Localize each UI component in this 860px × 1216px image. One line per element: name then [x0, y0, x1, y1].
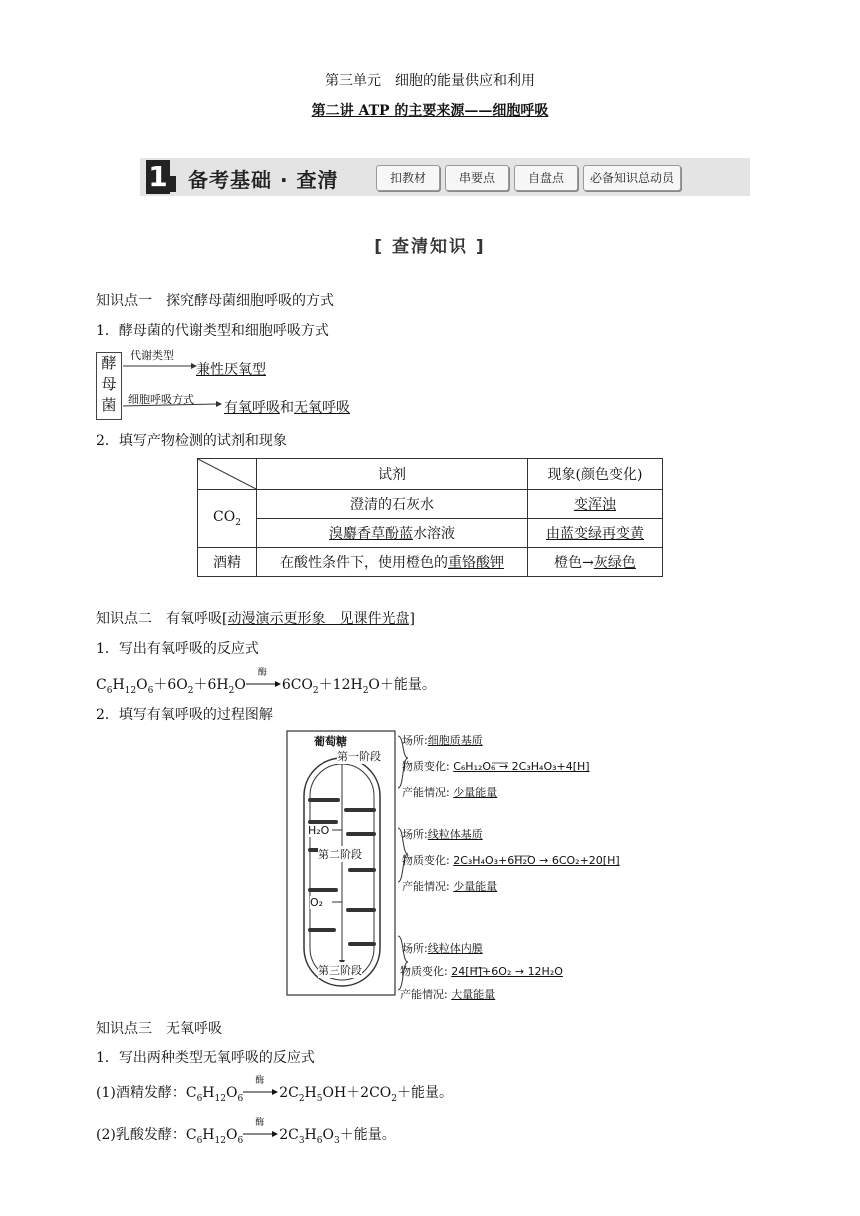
energy-text: ＋能量。	[339, 1127, 396, 1143]
kp2-title	[96, 608, 415, 628]
aerobic-text: 有氧呼吸	[224, 400, 280, 416]
table-cell-alcohol: 酒精	[198, 548, 257, 577]
banner-title: 备考基础 · 查清	[188, 168, 339, 192]
btb-text: 溴麝香草酚蓝	[329, 526, 413, 542]
arrow-icon	[246, 677, 282, 691]
s1-change-value: C₆H₁₂O₆ → 2C₃H₄O₃+4[H]	[453, 760, 590, 773]
table-row	[198, 459, 663, 490]
s2-change	[402, 852, 620, 868]
table-row	[198, 490, 663, 519]
s1-energy-value: 少量能量	[453, 786, 498, 799]
kp1-item1: 1．酵母菌的代谢类型和细胞呼吸方式	[96, 323, 329, 339]
s2-place-value: 线粒体基质	[427, 828, 483, 841]
alcohol-label: (1)酒精发酵：	[96, 1085, 186, 1101]
yeast-char-1: 酵	[101, 354, 117, 372]
table-cell-color-change	[528, 519, 663, 548]
detection-table	[197, 458, 663, 577]
kp2-item2: 2．填写有氧呼吸的过程图解	[96, 707, 273, 723]
banner-button-textbook[interactable]: 扣教材	[376, 165, 440, 191]
stage3-label: 第三阶段	[318, 964, 362, 977]
yeast-box	[96, 352, 122, 420]
table-cell-dichromate	[257, 548, 528, 577]
s1-change	[402, 758, 590, 774]
s1-energy-label: 产能情况:	[402, 786, 450, 799]
s3-energy-value: 大量能量	[451, 988, 496, 1001]
banner-number: 1	[146, 160, 170, 194]
unit-title: 第三单元 细胞的能量供应和利用	[325, 73, 535, 89]
lactic-fermentation-equation: (2)乳酸发酵：$C_6H_{12}O_6$ 酶 $2C_3H_6O_3+$能量。	[96, 1124, 396, 1146]
metabolism-label: 代谢类型	[130, 349, 174, 362]
s2-energy	[402, 878, 497, 894]
glucose-label: 葡萄糖	[314, 735, 347, 748]
s1-place-label: 场所:	[402, 734, 428, 747]
s3-place	[402, 940, 483, 956]
banner-button-essentials[interactable]: 必备知识总动员	[583, 165, 681, 191]
lecture-title-text: 第二讲 ATP 的主要来源——细胞呼吸	[311, 103, 549, 119]
section-heading: [ 查清知识 ]	[374, 237, 486, 257]
s2-place	[402, 826, 483, 842]
lecture-title	[0, 100, 860, 120]
table-cell-limewater: 澄清的石灰水	[257, 490, 528, 519]
table-cell-co2	[198, 490, 257, 548]
enzyme-label: 酶	[257, 668, 267, 678]
respiration-value	[224, 397, 350, 417]
s3-energy-label: 产能情况:	[400, 988, 448, 1001]
s1-place-value: 细胞质基质	[427, 734, 483, 747]
table-cell-btb	[257, 519, 528, 548]
orange-text: 橙色	[554, 555, 583, 571]
co2-sub: 2	[235, 517, 241, 528]
s2-change-label: 物质变化:	[402, 854, 450, 867]
table-row	[198, 548, 663, 577]
enzyme-arrow	[246, 668, 282, 689]
yeast-char-3: 菌	[101, 396, 117, 414]
table-cell-turbid	[528, 490, 663, 519]
s2-energy-label: 产能情况:	[402, 880, 450, 893]
respiration-label: 细胞呼吸方式	[128, 393, 194, 406]
stage1-label: 第一阶段	[337, 750, 381, 763]
kp1-title: 知识点一 探究酵母菌细胞呼吸的方式	[96, 293, 334, 309]
arrow-icon	[243, 1127, 279, 1141]
s3-energy	[400, 986, 495, 1002]
co2-text: CO	[213, 509, 236, 526]
s3-change-value: 24[H]+6O₂ → 12H₂O	[451, 965, 563, 978]
metabolism-value	[196, 359, 266, 379]
table-cell-grey-green: 橙色→灰绿色	[528, 548, 663, 577]
s2-place-label: 场所:	[402, 828, 428, 841]
banner-button-keypoints[interactable]: 串要点	[445, 165, 509, 191]
s2-change-value: 2C₃H₄O₃+6H₂O → 6CO₂+20[H]	[453, 854, 620, 867]
kp1-item2: 2．填写产物检测的试剂和现象	[96, 433, 287, 449]
kp2-title-text: 知识点二 有氧呼吸	[96, 611, 222, 627]
yeast-char-2: 母	[101, 375, 117, 393]
energy-text: ＋能量。	[397, 1085, 454, 1101]
btb-rest: 水溶液	[413, 526, 455, 542]
enzyme-arrow	[243, 1076, 279, 1097]
metabolism-value-text: 兼性厌氧型	[196, 362, 266, 378]
color-change-text: 由蓝变绿再变黄	[546, 526, 644, 542]
stage2-label: 第二阶段	[318, 848, 362, 861]
kp3-item1: 1．写出两种类型无氧呼吸的反应式	[96, 1050, 315, 1066]
enzyme-arrow	[243, 1118, 279, 1139]
s3-place-label: 场所:	[402, 942, 428, 955]
aerobic-equation: $C_6H_{12}O_6+6O_2+6H_2O$ 酶 $6CO_2+12H_2O+$能量。	[96, 674, 436, 696]
banner-button-selfcheck[interactable]: 自盘点	[514, 165, 578, 191]
lactic-label: (2)乳酸发酵：	[96, 1127, 186, 1143]
s2-energy-value: 少量能量	[453, 880, 498, 893]
s1-energy	[402, 784, 497, 800]
section-banner	[140, 158, 750, 196]
and-text: 和	[280, 400, 294, 416]
anaerobic-text: 无氧呼吸	[294, 400, 350, 416]
s1-change-label: 物质变化:	[402, 760, 450, 773]
s3-change	[400, 963, 563, 979]
energy-text: ＋能量。	[379, 677, 436, 693]
corner-diagonal	[198, 459, 256, 489]
table-header-reagent: 试剂	[257, 459, 528, 490]
dichromate-text: 重铬酸钾	[448, 555, 504, 571]
grey-green-text: 灰绿色	[593, 555, 636, 571]
kp2-title-note: [动漫演示更形象 见课件光盘]	[222, 611, 415, 627]
o2-label: O₂	[310, 896, 324, 909]
dichromate-pre: 在酸性条件下，使用橙色的	[280, 555, 448, 571]
s3-change-label: 物质变化:	[400, 965, 448, 978]
banner-number-accent	[170, 176, 176, 192]
arrow-icon	[243, 1085, 279, 1099]
turbid-text: 变浑浊	[574, 497, 616, 513]
table-row	[198, 519, 663, 548]
s1-place	[402, 732, 483, 748]
enzyme-label: 酶	[255, 1076, 265, 1086]
kp2-item1: 1．写出有氧呼吸的反应式	[96, 641, 259, 657]
kp3-title: 知识点三 无氧呼吸	[96, 1021, 222, 1037]
table-header-phenomenon: 现象(颜色变化)	[528, 459, 663, 490]
h2o-label: H₂O	[308, 824, 330, 837]
alcohol-fermentation-equation: (1)酒精发酵：$C_6H_{12}O_6$ 酶 $2C_2H_5OH+2CO_2+$能量。	[96, 1082, 453, 1104]
enzyme-label: 酶	[255, 1118, 265, 1128]
s3-place-value: 线粒体内膜	[427, 942, 483, 955]
table-corner-cell	[198, 459, 257, 490]
